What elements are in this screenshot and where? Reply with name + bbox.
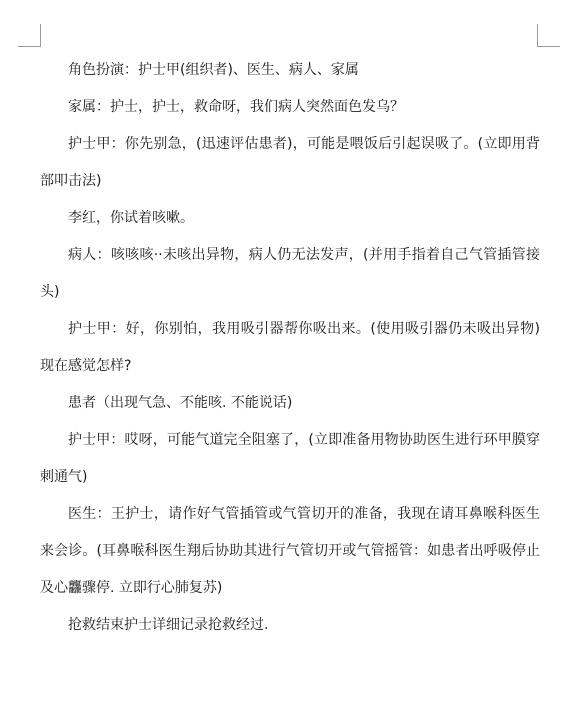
- paragraph-nurse-airway-blocked: 护士甲：哎呀，可能气道完全阻塞了，(立即准备用物协助医生进行环甲膜穿刺通气): [40, 432, 540, 485]
- paragraph-nurse-assess: 护士甲：你先别急，(迅速评估患者)，可能是喂饭后引起误吸了。(立即用背部叩击法): [40, 136, 540, 189]
- paragraph-nurse-suction: 护士甲：好，你别怕，我用吸引器帮你吸出来。(使用吸引器仍未吸出异物)现在感觉怎样?: [40, 321, 540, 374]
- paragraph-cough-instruction: 李红，你试着咳嗽。: [68, 210, 194, 226]
- page-corner-mark-top-left: [18, 24, 41, 47]
- document-body: [40, 52, 540, 644]
- paragraph-family-call: 家属：护士，护士，救命呀，我们病人突然面色发乌？: [68, 99, 404, 115]
- paragraph-patient-distress: 患者（出现气急、不能咳. 不能说话): [68, 395, 293, 411]
- paragraph-patient-cough: 病人：咳咳咳··未咳出异物，病人仍无法发声，(并用手指着自己气管插管接头): [40, 247, 540, 300]
- paragraph-doctor-orders: 医生：王护士，请作好气管插管或气管切开的准备，我现在请耳鼻喉科医生来会诊。(耳鼻喉科医生翔后协助其进行气管切开或气管摇管：如患者出呼吸停止及心龘骤停. 立即行心肺复苏): [40, 506, 540, 596]
- page-corner-mark-top-right: [537, 24, 560, 47]
- paragraph-roles: 角色扮演：护士甲(组织者)、医生、病人、家属: [68, 62, 359, 78]
- paragraph-record: 抢救结束护士详细记录抢救经过.: [68, 617, 269, 633]
